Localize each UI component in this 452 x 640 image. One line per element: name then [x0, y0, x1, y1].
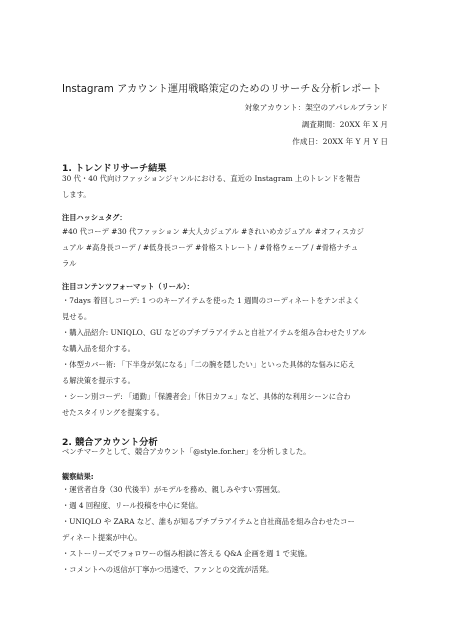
created-date-line: 作成日：20XX 年 Y 月 Y 日 [292, 137, 388, 146]
target-account-line: 対象アカウント：架空のアパレルブランド [244, 103, 388, 112]
format-line-6: る解決策を提示する。 [62, 376, 135, 385]
format-line-8: せたスタイリングを提案する。 [62, 408, 164, 417]
hashtags-line-2: ュアル #高身長コーデ / #低身長コーデ #骨格ストレート / #骨格ウェーブ / #骨格ナチュ [62, 243, 359, 252]
hashtags-line-1: #40 代コーデ #30 代ファッション #大人カジュアル #きれいめカジュアル #オフィスカジ [62, 227, 364, 236]
format-line-4: な購入品を紹介する。 [62, 344, 135, 353]
finding-line-2: ・週 4 回程度、リール投稿を中心に発信。 [62, 501, 203, 510]
section1-intro-line-2: します。 [62, 190, 91, 199]
findings-title: 観察結果: [62, 472, 94, 481]
section2-intro: ベンチマークとして、競合アカウント「@style.for.her」を分析しました。 [62, 447, 311, 456]
hashtags-title: 注目ハッシュタグ： [62, 213, 127, 222]
formats-title: 注目コンテンツフォーマット（リール）： [62, 282, 194, 291]
survey-period-line: 調査期間：20XX 年 X 月 [301, 120, 388, 129]
section1-intro-line-1: 30 代・40 代向けファッションジャンルにおける、直近の Instagram 上のトレンドを報告 [62, 174, 361, 183]
format-line-7: ・シーン別コーデ: 「通勤」「保護者会」「休日カフェ」など、具体的な利用シーンに合わ [62, 392, 351, 401]
finding-line-1: ・運営者自身（30 代後半）がモデルを務め、親しみやすい雰囲気。 [62, 485, 285, 494]
format-line-3: ・購入品紹介: UNIQLO、GU などのプチプラアイテムと自社アイテムを組み合わせたリアル [62, 328, 367, 337]
section1-heading: 1. トレンドリサーチ結果 [62, 163, 167, 174]
finding-line-5: ・ストーリーズでフォロワーの悩み相談に答える Q&A 企画を週 1 で実施。 [62, 549, 312, 558]
finding-line-4: ディネート提案が中心。 [62, 533, 142, 542]
finding-line-3: ・UNIQLO や ZARA など、誰もが知るプチプラアイテムと自社商品を組み合わせたコー [62, 517, 355, 526]
hashtags-line-3: ラル [62, 259, 77, 268]
section2-heading: 2. 競合アカウント分析 [62, 437, 158, 448]
finding-line-6: ・コメントへの返信が丁寧かつ迅速で、ファンとの交流が活発。 [62, 565, 274, 574]
report-title: Instagram アカウント運用戦略策定のためのリサーチ＆分析レポート [62, 84, 382, 95]
format-line-5: ・体型カバー術: 「下半身が気になる」「二の腕を隠したい」といった具体的な悩みに応え [62, 360, 355, 369]
format-line-2: 見せる。 [62, 312, 92, 321]
format-line-1: ・7days 着回しコーデ: 1 つのキーアイテムを使った 1 週間のコーディネートをテンポよく [62, 296, 360, 305]
